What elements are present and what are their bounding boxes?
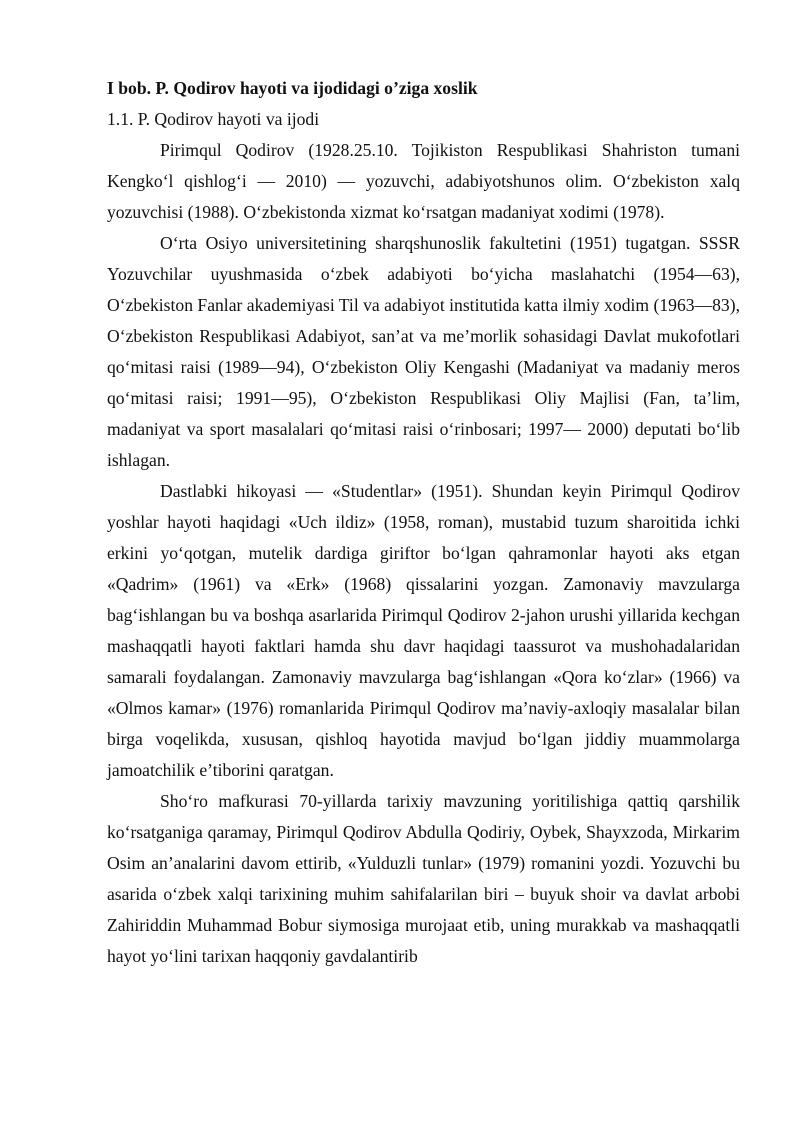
paragraph-early-works: Dastlabki hikoyasi — «Studentlar» (1951). Shundan keyin Pirimqul Qodirov yoshlar hayoti haqidagi «Uch ildiz» (1958, roman), mustabid tuzum sharoitida ichki erkini yo‘qotgan, mutelik dardiga giriftor bo‘lgan qahramonlar hayoti aks etgan «Qadrim» (1961) va «Erk» (1968) qissalarini yozgan. Zamonaviy mavzularga bag‘ishlangan bu va boshqa asarlarida Pirimqul Qodirov 2-jahon urushi yillarida kechgan mashaqqatli hayoti faktlari hamda shu davr haqidagi taassurot va mushohadalaridan samarali foydalangan. Zamonaviy mavzularga bag‘ishlangan «Qora ko‘zlar» (1966) va «Olmos kamar» (1976) romanlarida Pirimqul Qodirov ma’naviy-axloqiy masalalar bilan birga voqelikda, xususan, qishloq hayotida mavjud bo‘lgan jiddiy muammolarga jamoatchilik e’tiborini qaratgan. xyxy=(107,481,740,780)
paragraph-historical-novels: Sho‘ro mafkurasi 70-yillarda tarixiy mavzuning yoritilishiga qattiq qarshilik ko‘rsatganiga qaramay, Pirimqul Qodirov Abdulla Qodiriy, Oybek, Shayxzoda, Mirkarim Osim an’analarini davom ettirib, «Yulduzli tunlar» (1979) romanini yozdi. Yozuvchi bu asarida o‘zbek xalqi tarixining muhim sahifalarilan biri – buyuk shoir va davlat arbobi Zahiriddin Muhammad Bobur siymosiga murojaat etib, uning murakkab va mashaqqatli hayot yo‘lini tarixan haqqoniy gavdalantirib xyxy=(107,791,740,966)
section-heading: 1.1. P. Qodirov hayoti va ijodi xyxy=(107,109,320,129)
paragraph-biography: Pirimqul Qodirov (1928.25.10. Tojikiston Respublikasi Shahriston tumani Kengko‘l qishlog‘i — 2010) — yozuvchi, adabiyotshunos olim. O‘zbekiston xalq yozuvchisi (1988). O‘zbekistonda xizmat ko‘rsatgan madaniyat xodimi (1978). xyxy=(107,140,740,222)
paragraph-career: O‘rta Osiyo universitetining sharqshunoslik fakultetini (1951) tugatgan. SSSR Yozuvchilar uyushmasida o‘zbek adabiyoti bo‘yicha maslahatchi (1954—63), O‘zbekiston Fanlar akademiyasi Til va adabiyot institutida katta ilmiy xodim (1963—83), O‘zbekiston Respublikasi Adabiyot, san’at va me’morlik sohasidagi Davlat mukofotlari qo‘mitasi raisi (1989—94), O‘zbekiston Oliy Kengashi (Madaniyat va madaniy meros qo‘mitasi raisi; 1991—95), O‘zbekiston Respublikasi Oliy Majlisi (Fan, ta’lim, madaniyat va sport masalalari qo‘mitasi raisi o‘rinbosari; 1997— 2000) deputati bo‘lib ishlagan. xyxy=(107,233,740,470)
document-body xyxy=(107,73,740,972)
chapter-heading: I bob. P. Qodirov hayoti va ijodidagi o’ziga xoslik xyxy=(107,78,478,98)
